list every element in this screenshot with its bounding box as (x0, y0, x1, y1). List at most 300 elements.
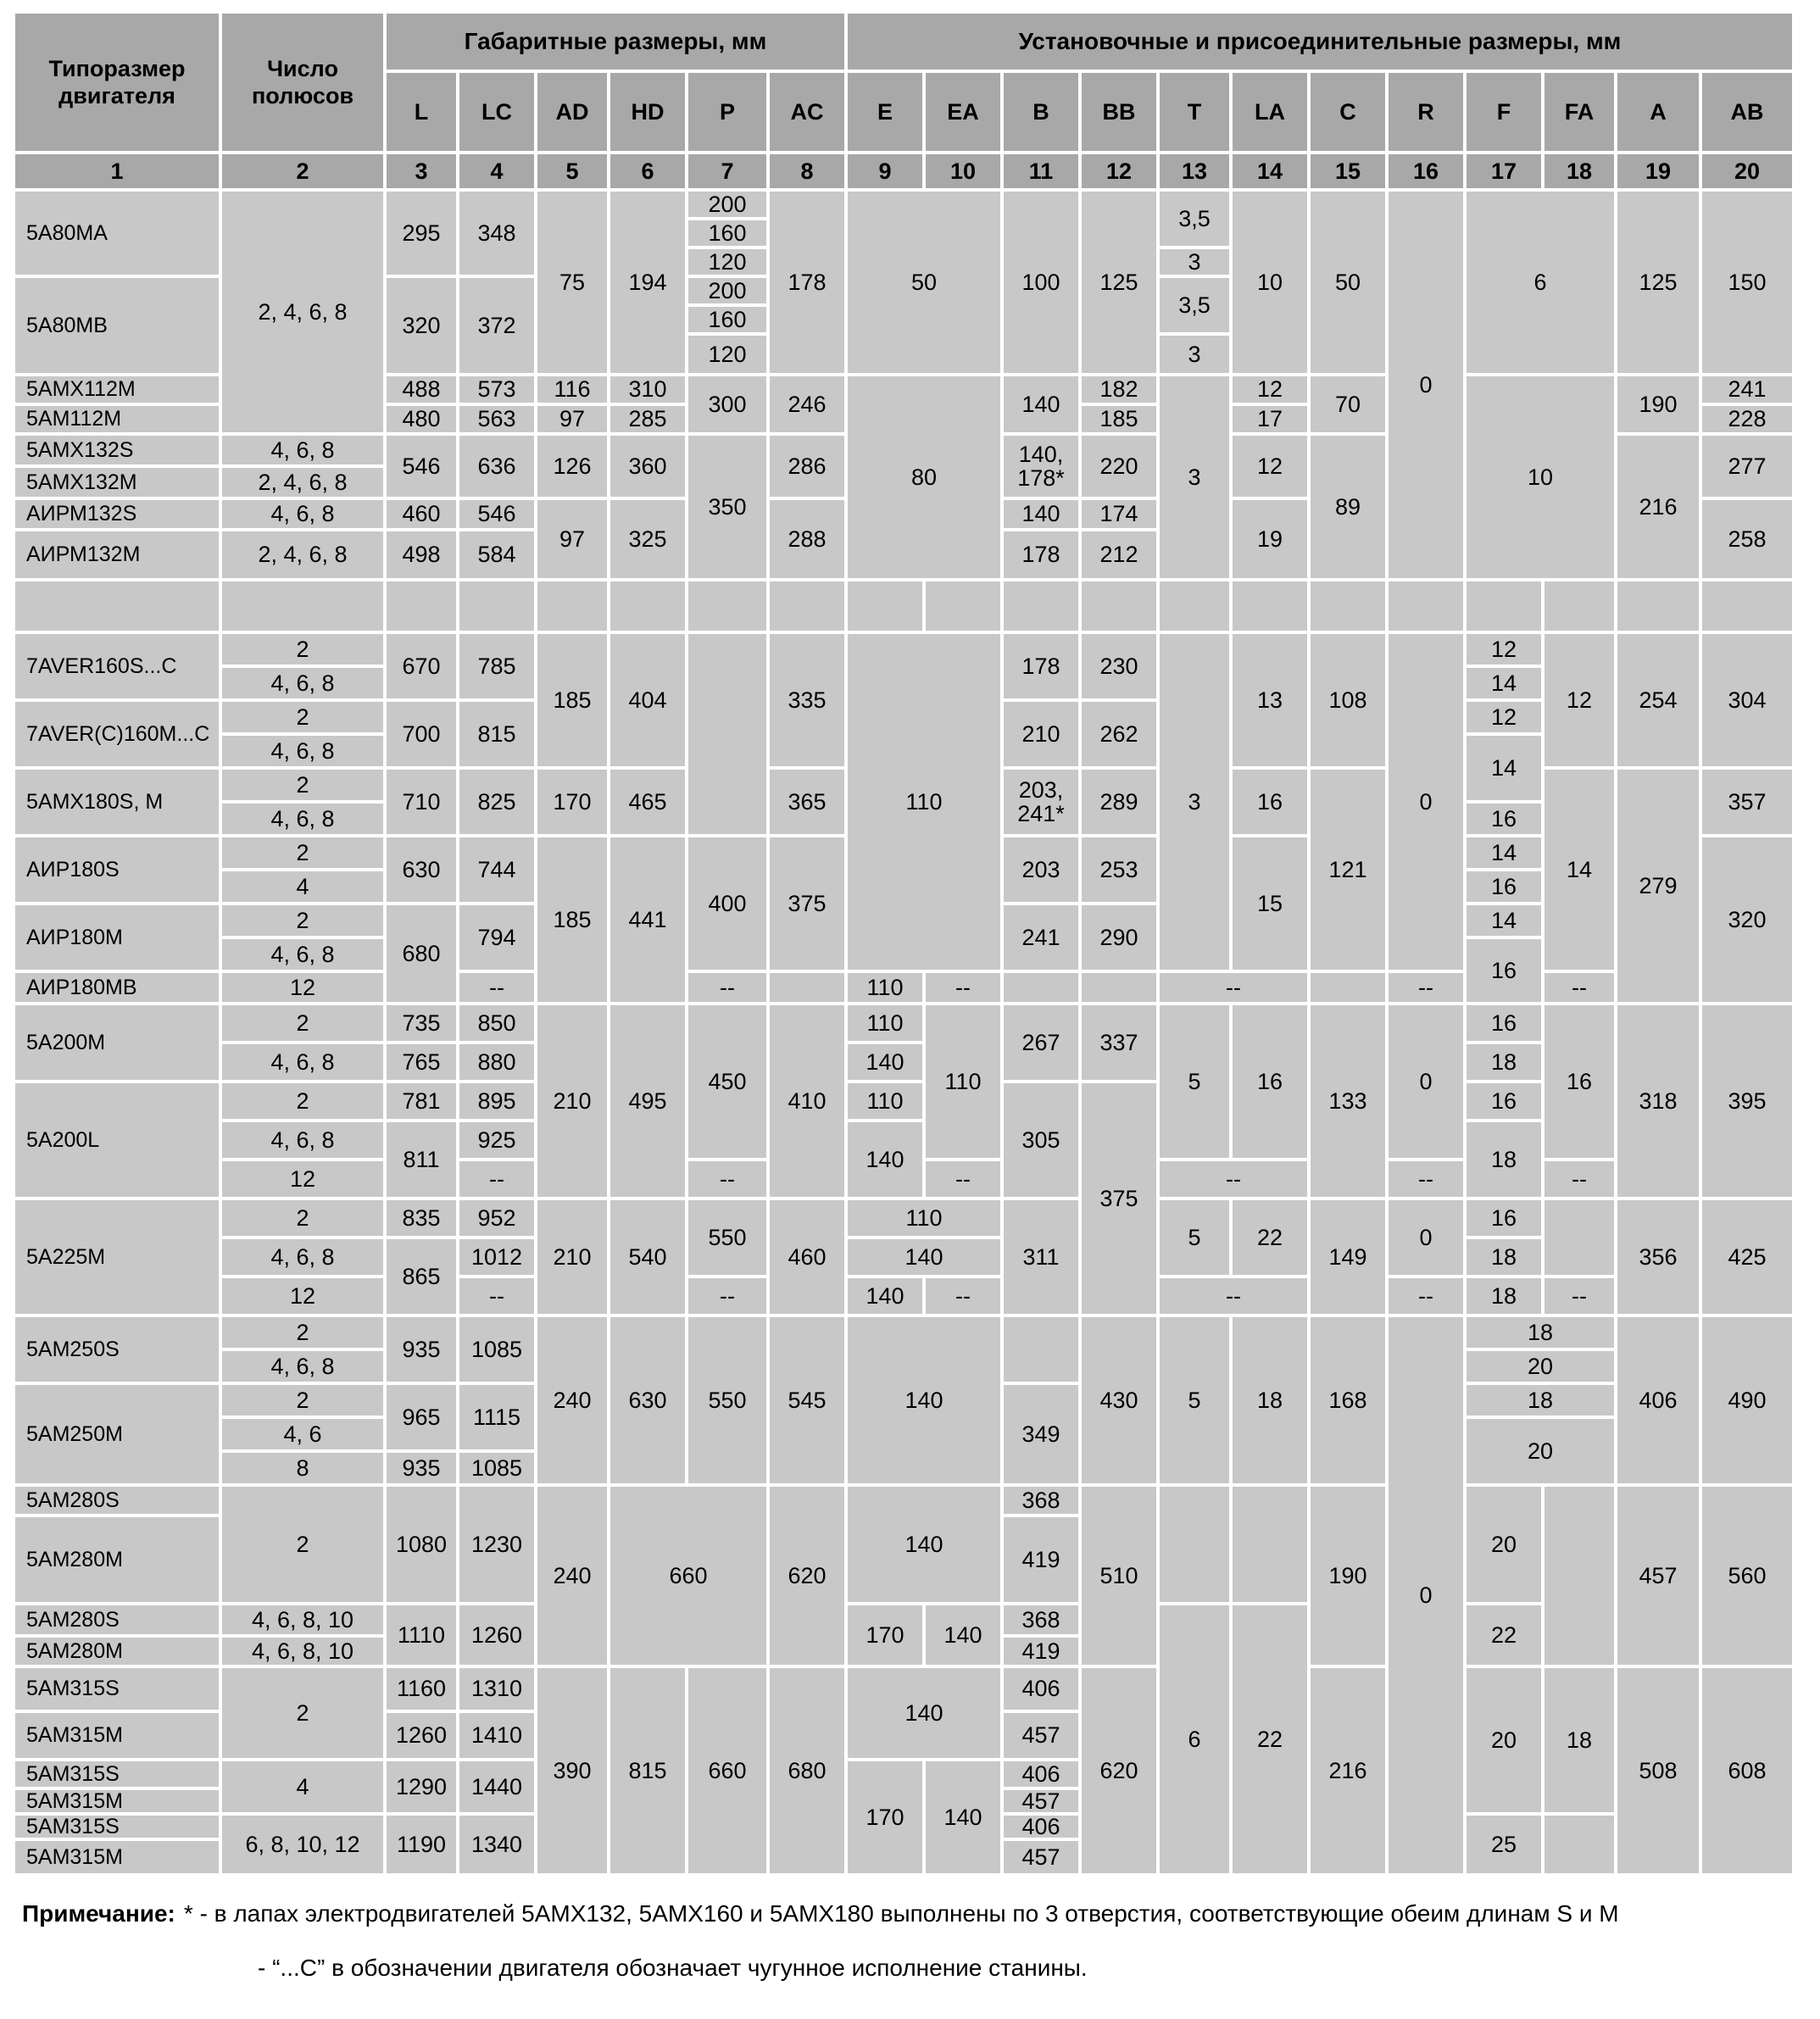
column-number: 11 (1004, 154, 1078, 188)
table-cell: 241 (1004, 905, 1078, 970)
table-cell: 765 (387, 1044, 456, 1080)
motor-type-cell: 5АМ280S (15, 1487, 219, 1514)
table-cell: 4, 6, 8 (222, 1044, 383, 1080)
table-cell: 550 (688, 1317, 766, 1483)
table-cell: 815 (459, 702, 534, 766)
table-cell: 140 (1004, 500, 1078, 528)
table-cell: 305 (1004, 1083, 1078, 1197)
column-number: 5 (537, 154, 607, 188)
table-cell: 97 (537, 500, 607, 578)
table-cell: 15 (1233, 837, 1307, 970)
separator-cell (688, 581, 766, 631)
table-cell: 850 (459, 1005, 534, 1041)
table-cell: 178 (770, 192, 844, 373)
table-cell: 835 (387, 1200, 456, 1236)
table-cell: 0 (1389, 192, 1463, 578)
column-letter: T (1160, 73, 1229, 151)
table-cell (1544, 1816, 1614, 1873)
table-cell: 14 (1467, 837, 1541, 868)
table-cell: -- (1160, 1161, 1307, 1197)
table-cell: 110 (848, 973, 922, 1002)
table-cell: 584 (459, 531, 534, 578)
table-cell: 1110 (387, 1605, 456, 1665)
table-cell: 865 (387, 1239, 456, 1314)
table-cell: 253 (1082, 837, 1156, 902)
table-cell: 22 (1467, 1605, 1541, 1665)
table-cell: 404 (610, 634, 685, 766)
table-cell: 110 (848, 1005, 922, 1041)
table-cell: 18 (1544, 1668, 1614, 1812)
table-cell: 3 (1160, 376, 1229, 578)
table-cell: 3 (1160, 634, 1229, 970)
table-cell: 13 (1233, 634, 1307, 766)
table-cell: 441 (610, 837, 685, 1002)
table-cell: 349 (1004, 1385, 1078, 1483)
column-letter: E (848, 73, 922, 151)
table-cell: 794 (459, 905, 534, 970)
table-cell: 150 (1702, 192, 1792, 373)
column-letter: AC (770, 73, 844, 151)
table-cell: 168 (1311, 1317, 1385, 1483)
table-cell: 1340 (459, 1816, 534, 1873)
table-cell: 12 (1233, 376, 1307, 403)
table-cell: 2 (222, 1668, 383, 1758)
table-cell: -- (1389, 1278, 1463, 1314)
motor-type-cell: 5АМ280S (15, 1605, 219, 1634)
table-cell: 10 (1233, 192, 1307, 373)
table-cell: 20 (1467, 1419, 1614, 1483)
column-number: 6 (610, 154, 685, 188)
table-cell: 70 (1311, 376, 1385, 432)
table-cell: 149 (1311, 1200, 1385, 1314)
table-cell: 22 (1233, 1605, 1307, 1873)
table-cell: 178 (1004, 634, 1078, 698)
table-cell: 320 (387, 278, 456, 373)
table-cell: 680 (387, 905, 456, 1002)
table-cell: 97 (537, 406, 607, 432)
table-cell: 80 (848, 376, 1000, 578)
table-cell: 546 (459, 500, 534, 528)
separator-cell (1004, 581, 1078, 631)
table-cell: 4, 6, 8 (222, 804, 383, 834)
motor-type-cell: 5АМХ112М (15, 376, 219, 403)
table-cell: 348 (459, 192, 534, 275)
table-cell (770, 973, 844, 1002)
separator-cell (848, 581, 922, 631)
table-cell: 140 (848, 1668, 1000, 1758)
table-cell: 357 (1702, 770, 1792, 834)
motor-type-cell: 5АМ315S (15, 1761, 219, 1787)
table-cell: 5 (1160, 1005, 1229, 1158)
table-cell: 563 (459, 406, 534, 432)
table-cell: 182 (1082, 376, 1156, 403)
column-letter: BB (1082, 73, 1156, 151)
table-cell: 375 (770, 837, 844, 970)
table-cell: 140 (926, 1605, 1000, 1665)
table-cell: 22 (1233, 1200, 1307, 1275)
table-cell: 228 (1702, 406, 1792, 432)
table-cell: 311 (1004, 1200, 1078, 1314)
table-cell: 710 (387, 770, 456, 834)
table-cell (1233, 1487, 1307, 1602)
table-cell: 216 (1617, 436, 1699, 578)
table-cell (1311, 973, 1385, 1002)
table-cell: 126 (537, 436, 607, 497)
table-cell: 4, 6, 8 (222, 668, 383, 698)
table-cell: 1160 (387, 1668, 456, 1710)
table-cell: 16 (1467, 871, 1541, 902)
table-cell: 8 (222, 1453, 383, 1483)
table-cell: 50 (848, 192, 1000, 373)
table-cell: 4 (222, 871, 383, 902)
table-cell: 110 (848, 1083, 922, 1119)
motor-type-cell: 7AVER(C)160M...C (15, 702, 219, 766)
table-cell: 140 (848, 1239, 1000, 1275)
column-number: 14 (1233, 154, 1307, 188)
note-line-1: * - в лапах электродвигателей 5АМХ132, 5АМХ160 и 5АМХ180 выполнены по 3 отверстия, соответствующие обеим длинам S и М (183, 1900, 1619, 1927)
table-cell: 325 (610, 500, 685, 578)
table-cell: 16 (1467, 1200, 1541, 1236)
column-number: 17 (1467, 154, 1541, 188)
motor-type-cell: АИРМ132S (15, 500, 219, 528)
table-cell: 10 (1467, 376, 1614, 578)
table-cell: 0 (1389, 1200, 1463, 1275)
table-cell: 230 (1082, 634, 1156, 698)
table-cell: 670 (387, 634, 456, 698)
column-number: 15 (1311, 154, 1385, 188)
table-cell: 825 (459, 770, 534, 834)
table-cell: 18 (1467, 1122, 1541, 1197)
table-cell: 1260 (387, 1713, 456, 1758)
table-cell: 89 (1311, 436, 1385, 578)
motor-dimensions-table (15, 14, 1775, 1873)
header-mounting-group: Установочные и присоединительные размеры, мм (848, 14, 1792, 70)
header-dimensions-group: Габаритные размеры, мм (387, 14, 844, 70)
table-cell: 286 (770, 436, 844, 497)
table-cell: 120 (688, 336, 766, 373)
column-number: 9 (848, 154, 922, 188)
table-cell: 560 (1702, 1487, 1792, 1665)
table-cell: 18 (1467, 1044, 1541, 1080)
table-cell: 1012 (459, 1239, 534, 1275)
table-cell: 2 (222, 1487, 383, 1602)
table-cell (1544, 1487, 1614, 1665)
motor-type-cell: 5А80МА (15, 192, 219, 275)
table-cell: 140 (848, 1122, 922, 1197)
table-cell: 318 (1617, 1005, 1699, 1197)
table-cell: 630 (610, 1317, 685, 1483)
table-cell: 140, 178* (1004, 436, 1078, 497)
column-number: 20 (1702, 154, 1792, 188)
table-cell: -- (1389, 973, 1463, 1002)
motor-type-cell: АИРМ132М (15, 531, 219, 578)
column-letter: F (1467, 73, 1541, 151)
table-cell: 194 (610, 192, 685, 373)
table-cell: 140 (848, 1487, 1000, 1602)
table-cell: 2, 4, 6, 8 (222, 192, 383, 432)
table-cell: 140 (848, 1044, 922, 1080)
separator-cell (1160, 581, 1229, 631)
separator-cell (1389, 581, 1463, 631)
column-letter: LC (459, 73, 534, 151)
table-cell: 210 (537, 1200, 607, 1314)
table-cell: 16 (1544, 1005, 1614, 1158)
table-cell: 5 (1160, 1200, 1229, 1275)
table-cell: 925 (459, 1122, 534, 1158)
separator-cell (1544, 581, 1614, 631)
table-cell: 1080 (387, 1487, 456, 1602)
table-cell: 480 (387, 406, 456, 432)
table-cell: 660 (610, 1487, 766, 1665)
motor-type-cell: 5АМ112М (15, 406, 219, 432)
separator-cell (387, 581, 456, 631)
motor-type-cell: АИР180S (15, 837, 219, 902)
motor-type-cell: 5АМ315М (15, 1841, 219, 1873)
motor-type-cell: АИР180МВ (15, 973, 219, 1002)
table-cell: 160 (688, 220, 766, 246)
table-cell: 744 (459, 837, 534, 902)
table-cell: 510 (1082, 1487, 1156, 1665)
table-cell: 4, 6 (222, 1419, 383, 1449)
table-cell: 815 (610, 1668, 685, 1873)
table-cell: 0 (1389, 1317, 1463, 1873)
motor-type-cell: АИР180М (15, 905, 219, 970)
table-cell: 895 (459, 1083, 534, 1119)
table-cell: 636 (459, 436, 534, 497)
column-number: 10 (926, 154, 1000, 188)
table-cell: -- (1544, 1278, 1614, 1314)
table-cell: 368 (1004, 1487, 1078, 1514)
table-cell: 20 (1467, 1668, 1541, 1812)
table-cell: 5 (1160, 1317, 1229, 1483)
table-cell: 14 (1467, 905, 1541, 936)
motor-type-cell: 5АМ250М (15, 1385, 219, 1483)
motor-type-cell: 5А225М (15, 1200, 219, 1314)
table-cell: 465 (610, 770, 685, 834)
table-cell: 121 (1311, 770, 1385, 970)
table-cell: 3 (1160, 336, 1229, 373)
table-cell: 365 (770, 770, 844, 834)
table-cell: 573 (459, 376, 534, 403)
table-cell: 310 (610, 376, 685, 403)
table-cell: 16 (1467, 804, 1541, 834)
table-cell: 200 (688, 192, 766, 217)
table-cell: 140 (848, 1317, 1000, 1483)
column-number: 13 (1160, 154, 1229, 188)
motor-type-cell: 5АМ280М (15, 1638, 219, 1665)
table-cell: 450 (688, 1005, 766, 1158)
motor-type-cell: 5АМ315S (15, 1816, 219, 1838)
separator-cell (537, 581, 607, 631)
table-cell: 20 (1467, 1351, 1614, 1382)
table-cell: 457 (1004, 1841, 1078, 1873)
table-cell (1160, 1487, 1229, 1602)
separator-cell (1467, 581, 1541, 631)
table-cell: 185 (1082, 406, 1156, 432)
table-cell: 295 (387, 192, 456, 275)
table-cell: 220 (1082, 436, 1156, 497)
table-cell: 368 (1004, 1605, 1078, 1634)
table-cell: 419 (1004, 1638, 1078, 1665)
motor-type-cell: 5АМ280М (15, 1517, 219, 1602)
table-cell: 320 (1702, 837, 1792, 1002)
table-cell: 178 (1004, 531, 1078, 578)
separator-cell (926, 581, 1000, 631)
column-letter: P (688, 73, 766, 151)
table-cell (688, 634, 766, 834)
table-cell: -- (926, 1161, 1000, 1197)
table-cell: -- (459, 1278, 534, 1314)
table-cell: -- (926, 1278, 1000, 1314)
table-cell: 140 (848, 1278, 922, 1314)
column-number: 4 (459, 154, 534, 188)
note-line-2: - “...С” в обозначении двигателя обозначает чугунное исполнение станины. (258, 1955, 1088, 1982)
table-cell: 246 (770, 376, 844, 432)
table-cell: 460 (770, 1200, 844, 1314)
table-cell: 100 (1004, 192, 1078, 373)
table-cell: -- (1389, 1161, 1463, 1197)
table-cell: 546 (387, 436, 456, 497)
motor-type-cell: 7AVER160S...C (15, 634, 219, 698)
table-cell: 14 (1467, 668, 1541, 698)
table-cell: 406 (1004, 1668, 1078, 1710)
table-cell: 350 (688, 436, 766, 578)
table-cell: 14 (1544, 770, 1614, 970)
table-cell: 457 (1004, 1790, 1078, 1812)
separator-cell (1311, 581, 1385, 631)
table-cell: 781 (387, 1083, 456, 1119)
table-cell: 200 (688, 278, 766, 303)
header-motor-type: Типоразмер двигателя (15, 14, 219, 151)
table-cell: -- (1544, 1161, 1614, 1197)
column-letter: HD (610, 73, 685, 151)
table-cell: 1440 (459, 1761, 534, 1812)
table-cell: 4, 6, 8 (222, 436, 383, 464)
table-cell: 110 (848, 1200, 1000, 1236)
table-cell: 14 (1467, 736, 1541, 800)
table-cell: 190 (1311, 1487, 1385, 1665)
column-number: 16 (1389, 154, 1463, 188)
table-cell: 6 (1467, 192, 1614, 373)
table-cell: 116 (537, 376, 607, 403)
column-number: 19 (1617, 154, 1699, 188)
column-letter: L (387, 73, 456, 151)
table-cell: 360 (610, 436, 685, 497)
table-cell: 540 (610, 1200, 685, 1314)
table-cell: 550 (688, 1200, 766, 1275)
table-cell: 203 (1004, 837, 1078, 902)
table-cell: 457 (1004, 1713, 1078, 1758)
table-cell: -- (688, 973, 766, 1002)
table-cell: 190 (1617, 376, 1699, 432)
table-cell: 337 (1082, 1005, 1156, 1080)
table-cell: 110 (848, 634, 1000, 970)
separator-cell (1233, 581, 1307, 631)
separator-cell (1702, 581, 1792, 631)
table-cell: 735 (387, 1005, 456, 1041)
table-cell: 19 (1233, 500, 1307, 578)
table-cell: 406 (1004, 1816, 1078, 1838)
column-letter: AB (1702, 73, 1792, 151)
table-cell: 110 (926, 1005, 1000, 1158)
table-cell: 1260 (459, 1605, 534, 1665)
table-cell: 498 (387, 531, 456, 578)
table-cell: 0 (1389, 634, 1463, 970)
table-cell: -- (688, 1278, 766, 1314)
table-cell: 25 (1467, 1816, 1541, 1873)
table-cell: 400 (688, 837, 766, 970)
table-cell: 410 (770, 1005, 844, 1197)
table-cell: 785 (459, 634, 534, 698)
motor-type-cell: 5А80МВ (15, 278, 219, 373)
column-letter: EA (926, 73, 1000, 151)
column-letter: B (1004, 73, 1078, 151)
table-cell: 277 (1702, 436, 1792, 497)
table-cell: 630 (387, 837, 456, 902)
table-cell: 12 (1233, 436, 1307, 497)
motor-type-cell: 5АМХ132S (15, 436, 219, 464)
table-cell: 140 (926, 1761, 1000, 1873)
separator-cell (610, 581, 685, 631)
table-cell: 279 (1617, 770, 1699, 1002)
table-cell: 6 (1160, 1605, 1229, 1873)
table-cell: 952 (459, 1200, 534, 1236)
table-cell: 372 (459, 278, 534, 373)
table-cell: 457 (1617, 1487, 1699, 1665)
table-cell: 4, 6, 8 (222, 939, 383, 970)
motor-type-cell: 5АМХ180S, М (15, 770, 219, 834)
notes (22, 1899, 1820, 1984)
table-cell: 395 (1702, 1005, 1792, 1197)
table-cell: 4, 6, 8 (222, 500, 383, 528)
table-cell: 406 (1004, 1761, 1078, 1787)
table-cell: 16 (1467, 939, 1541, 1002)
table-cell: 18 (1467, 1239, 1541, 1275)
table-cell: 140 (1004, 376, 1078, 432)
table-cell: 185 (537, 634, 607, 766)
table-cell: 2 (222, 837, 383, 868)
table-cell: 267 (1004, 1005, 1078, 1080)
table-cell: 18 (1467, 1278, 1541, 1314)
table-cell: 1190 (387, 1816, 456, 1873)
motor-type-cell: 5А200L (15, 1083, 219, 1197)
table-cell: 4, 6, 8 (222, 1351, 383, 1382)
table-cell: 285 (610, 406, 685, 432)
table-cell: 185 (537, 837, 607, 1002)
table-cell: 3 (1160, 249, 1229, 275)
table-cell: 4, 6, 8 (222, 736, 383, 766)
column-letter: A (1617, 73, 1699, 151)
table-cell: 16 (1233, 770, 1307, 834)
table-cell: 16 (1467, 1005, 1541, 1041)
table-cell: 12 (1467, 634, 1541, 665)
table-cell: 2, 4, 6, 8 (222, 531, 383, 578)
table-cell: -- (1160, 1278, 1307, 1314)
table-cell: 3,5 (1160, 192, 1229, 246)
table-cell: 335 (770, 634, 844, 766)
table-cell: 160 (688, 307, 766, 332)
table-cell: 12 (1467, 702, 1541, 732)
table-cell: 4, 6, 8, 10 (222, 1605, 383, 1634)
table-cell: 2 (222, 770, 383, 800)
table-cell: 1230 (459, 1487, 534, 1602)
separator-cell (459, 581, 534, 631)
column-number: 1 (15, 154, 219, 188)
table-cell: 1410 (459, 1713, 534, 1758)
table-cell (1004, 973, 1078, 1002)
table-cell: 490 (1702, 1317, 1792, 1483)
motor-type-cell: 5АМ315М (15, 1790, 219, 1812)
